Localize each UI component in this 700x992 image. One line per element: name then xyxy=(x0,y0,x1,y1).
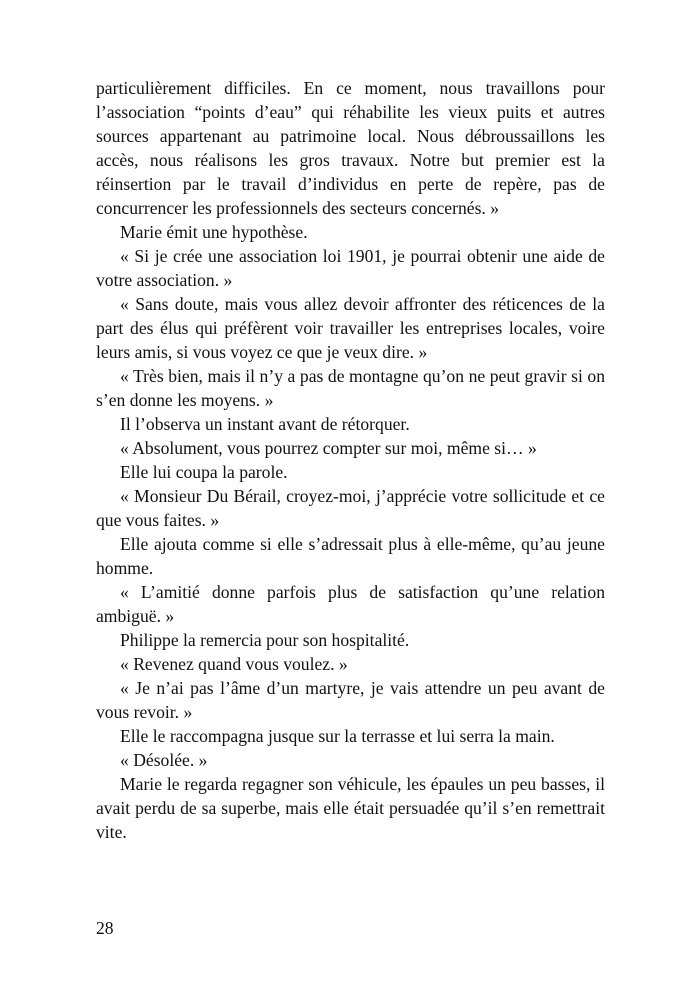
page-body xyxy=(96,76,605,844)
paragraph: Elle lui coupa la parole. xyxy=(120,462,288,482)
paragraph: Elle ajouta comme si elle s’adressait plus à elle-même, qu’au jeune homme. xyxy=(96,534,605,578)
paragraph: « Revenez quand vous voulez. » xyxy=(120,654,348,674)
paragraph: « Très bien, mais il n’y a pas de montagne qu’on ne peut gravir si on s’en donne les moyens. » xyxy=(96,366,605,410)
paragraph: « Désolée. » xyxy=(120,750,208,770)
paragraph: « L’amitié donne parfois plus de satisfaction qu’une relation ambiguë. » xyxy=(96,582,605,626)
paragraph: particulièrement difficiles. En ce moment, nous travaillons pour l’association “points d’eau” qui réhabilite les vieux puits et autres sources appartenant au patrimoine local. Nous débroussaillons les accès, nous réalisons les gros travaux. Notre but premier est la réinsertion par le travail d’individus en perte de repère, pas de concurrencer les professionnels des secteurs concernés. » xyxy=(96,78,605,218)
paragraph: « Absolument, vous pourrez compter sur moi, même si… » xyxy=(120,438,537,458)
paragraph: « Sans doute, mais vous allez devoir affronter des réticences de la part des élus qui préfèrent voir travailler les entreprises locales, voire leurs amis, si vous voyez ce que je veux dire. » xyxy=(96,294,605,362)
paragraph: « Je n’ai pas l’âme d’un martyre, je vais attendre un peu avant de vous revoir. » xyxy=(96,678,605,722)
paragraph: « Monsieur Du Bérail, croyez-moi, j’apprécie votre sollicitude et ce que vous faites. » xyxy=(96,486,605,530)
paragraph: Philippe la remercia pour son hospitalité. xyxy=(120,630,410,650)
paragraph: Marie émit une hypothèse. xyxy=(120,222,308,242)
paragraph: Elle le raccompagna jusque sur la terrasse et lui serra la main. xyxy=(120,726,555,746)
paragraph: « Si je crée une association loi 1901, je pourrai obtenir une aide de votre association. » xyxy=(96,246,605,290)
page-number: 28 xyxy=(96,918,114,938)
paragraph: Marie le regarda regagner son véhicule, les épaules un peu basses, il avait perdu de sa superbe, mais elle était persuadée qu’il s’en remettrait vite. xyxy=(96,774,605,842)
paragraph: Il l’observa un instant avant de rétorquer. xyxy=(120,414,410,434)
